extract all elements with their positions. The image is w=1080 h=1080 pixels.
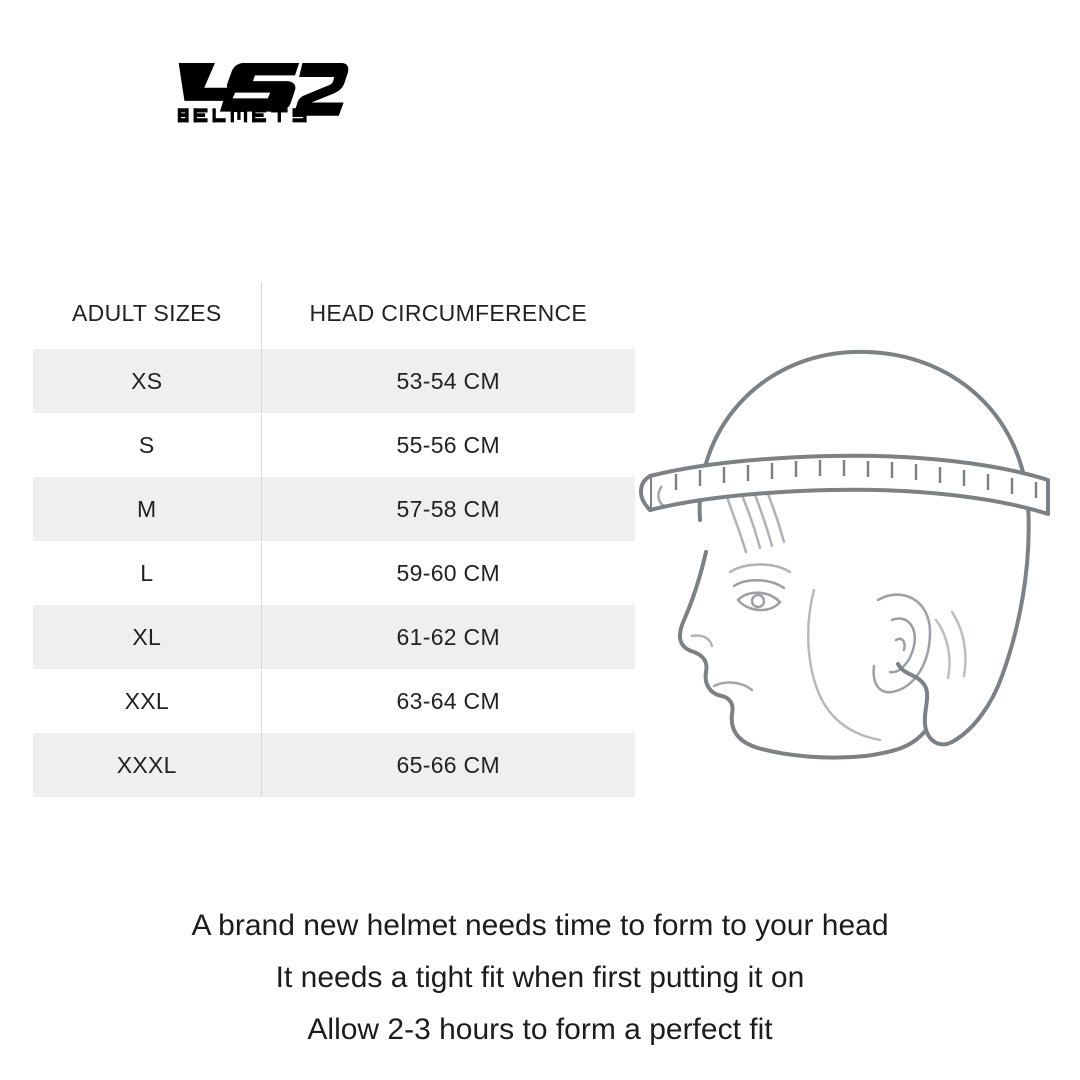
note-line-1: A brand new helmet needs time to form to your head — [191, 909, 889, 942]
head-with-measuring-tape-icon — [630, 290, 1070, 790]
cell-circumference: 57-58 CM — [261, 477, 635, 541]
cell-size: XXXL — [33, 733, 261, 797]
cell-size: M — [33, 477, 261, 541]
cell-size: XL — [33, 605, 261, 669]
table-row — [33, 541, 635, 605]
column-header-adult-sizes: ADULT SIZES — [33, 282, 261, 349]
cell-size: S — [33, 413, 261, 477]
cell-circumference: 53-54 CM — [261, 349, 635, 413]
table-row — [33, 605, 635, 669]
ls2-logo-icon — [52, 58, 472, 124]
cell-circumference: 63-64 CM — [261, 669, 635, 733]
table-row — [33, 733, 635, 797]
cell-size: XXL — [33, 669, 261, 733]
table-header-row — [33, 282, 635, 349]
note-line-3: Allow 2-3 hours to form a perfect fit — [307, 1013, 773, 1046]
cell-size: L — [33, 541, 261, 605]
brand-logo — [52, 58, 472, 168]
size-chart-table — [33, 282, 635, 797]
column-header-head-circumference: HEAD CIRCUMFERENCE — [261, 282, 635, 349]
cell-circumference: 65-66 CM — [261, 733, 635, 797]
measuring-tape — [641, 456, 1048, 514]
cell-circumference: 61-62 CM — [261, 605, 635, 669]
cell-circumference: 55-56 CM — [261, 413, 635, 477]
note-line-2: It needs a tight fit when first putting it on — [275, 961, 805, 994]
fit-advice-note — [0, 900, 1080, 1056]
table-row — [33, 349, 635, 413]
table-row — [33, 669, 635, 733]
cell-size: XS — [33, 349, 261, 413]
cell-circumference: 59-60 CM — [261, 541, 635, 605]
table-row — [33, 413, 635, 477]
table-row — [33, 477, 635, 541]
